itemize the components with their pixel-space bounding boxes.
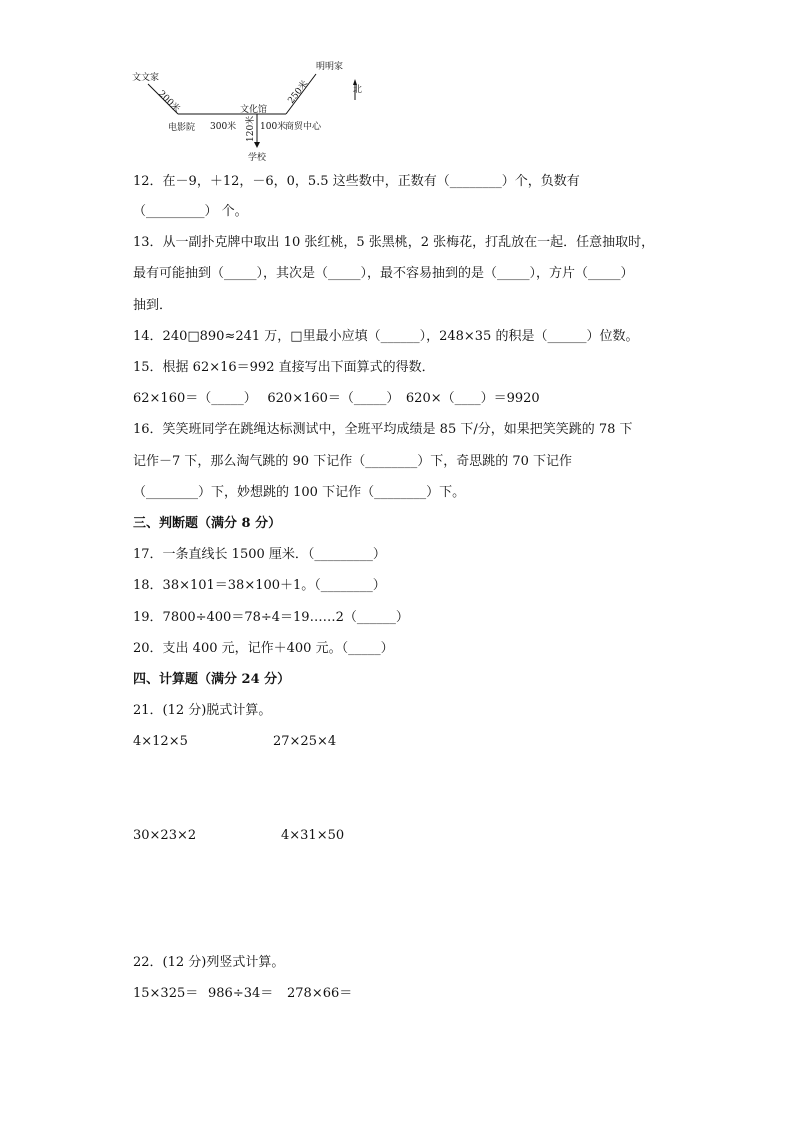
label-cinema: 电影院 <box>168 123 196 133</box>
question-13-line-3: 抽到． <box>133 298 173 313</box>
question-16-line-3: （________）下，妙想跳的 100 下记作（________）下。 <box>133 485 466 500</box>
label-mingming-home: 明明家 <box>316 62 344 72</box>
section-4-title: 四、计算题（满分 24 分） <box>133 672 291 687</box>
question-21-expr-4: 4×31×50 <box>281 828 345 843</box>
question-15-line-1: 15．根据 62×16＝992 直接写出下面算式的得数． <box>133 360 435 375</box>
label-dist-300: 300米 <box>210 122 237 132</box>
question-18: 18．38×101＝38×100＋1。（________） <box>133 578 386 593</box>
label-dist-120: 120米 <box>246 115 256 142</box>
label-wenwen-home: 文文家 <box>132 73 160 83</box>
question-21-expr-1: 4×12×5 <box>133 734 188 749</box>
question-21-expr-2: 27×25×4 <box>273 734 337 749</box>
question-22-expr-2: 986÷34＝ <box>208 986 274 1001</box>
route-map <box>128 52 368 167</box>
label-dist-200: 200米 <box>155 89 182 115</box>
question-17: 17．一条直线长 1500 厘米．（_________） <box>133 547 386 562</box>
question-20: 20．支出 400 元，记作＋400 元。（_____） <box>133 641 394 656</box>
question-19: 19．7800÷400＝78÷4＝19……2（______） <box>133 610 409 625</box>
label-culture-hall: 文化馆 <box>240 105 268 115</box>
question-16-line-2: 记作－7 下，那么淘气跳的 90 下记作（________）下，奇思跳的 70 下记作 <box>133 454 573 469</box>
label-north: 北 <box>353 85 363 95</box>
question-22: 22．(12 分)列竖式计算。 <box>133 955 285 970</box>
label-dist-100: 100米 <box>260 122 287 132</box>
question-21-expr-3: 30×23×2 <box>133 828 197 843</box>
question-12-line-2: （_________） 个。 <box>133 204 248 219</box>
question-16-line-1: 16．笑笑班同学在跳绳达标测试中，全班平均成绩是 85 下/分，如果把笑笑跳的 78 下 <box>133 422 633 437</box>
label-dist-250: 250米 <box>286 79 311 106</box>
question-14: 14．240□890≈241 万，□里最小应填（______），248×35 的积是（______）位数。 <box>133 329 639 344</box>
question-22-expr-1: 15×325＝ <box>133 986 199 1001</box>
question-12-line-1: 12．在－9，＋12，－6，0，5.5 这些数中，正数有（________）个，负数有 <box>133 174 580 189</box>
label-trade-center: 商贸中心 <box>285 122 322 132</box>
question-22-expr-3: 278×66＝ <box>287 986 353 1001</box>
question-21: 21．(12 分)脱式计算。 <box>133 703 272 718</box>
question-13-line-1: 13．从一副扑克牌中取出 10 张红桃，5 张黑桃，2 张梅花，打乱放在一起．任意抽取时， <box>133 235 655 250</box>
question-15-line-2: 62×160＝（_____） 620×160＝（_____） 620×（____）＝9920 <box>133 391 540 406</box>
section-3-title: 三、判断题（满分 8 分） <box>133 516 282 531</box>
label-school: 学校 <box>248 153 267 163</box>
question-13-line-2: 最有可能抽到（_____），其次是（_____），最不容易抽到的是（_____），方片（_____） <box>133 266 634 281</box>
